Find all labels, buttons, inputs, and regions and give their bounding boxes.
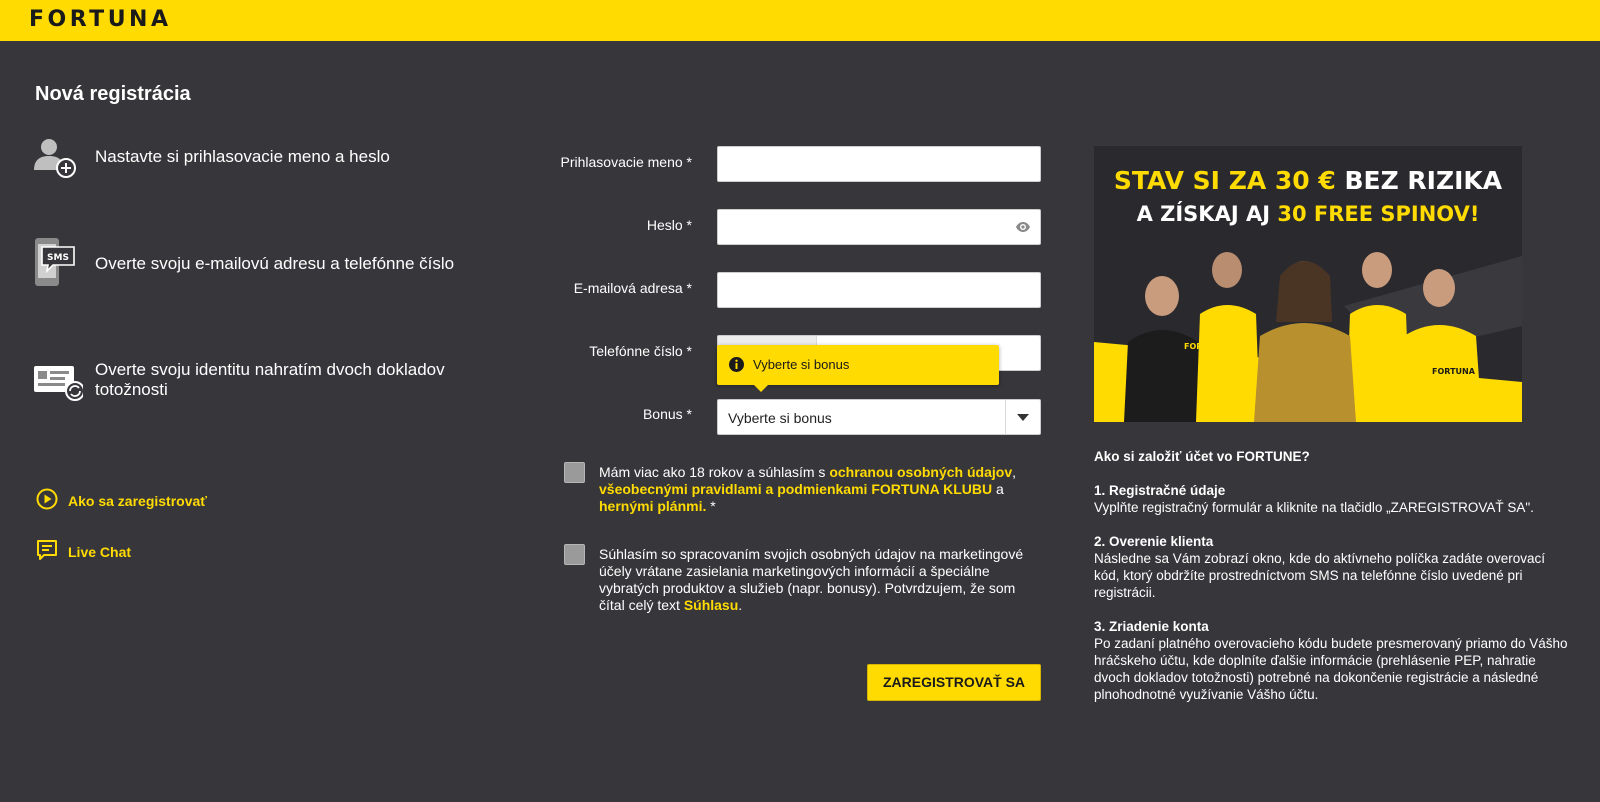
step-verify-identity (33, 359, 445, 407)
consent1-comma: , (1012, 464, 1016, 480)
consent1-and: a (992, 481, 1004, 497)
how-to-register-link[interactable] (36, 488, 207, 513)
live-chat-link[interactable] (36, 539, 131, 564)
bonus-select[interactable] (717, 399, 1041, 435)
howto-step1-title: 1. Registračné údaje (1094, 483, 1226, 498)
banner-headline: STAV SI ZA 30 € BEZ RIZIKA (1113, 166, 1503, 195)
howto-step1-text: Vyplňte registračný formulár a kliknite na tlačidlo „ZAREGISTROVAŤ SA". (1094, 500, 1534, 515)
bonus-tooltip (717, 345, 999, 385)
chat-icon (36, 539, 58, 564)
howto-step2-text: Následne sa Vám zobrazí okno, kde do aktívneho políčka zadáte overovací kód, ktorý obdržíte prostredníctvom SMS na telefónne číslo uvedené pri registrácii. (1094, 551, 1546, 600)
step-verify-identity-text: Overte svoju identitu nahratím dvoch dokladov totožnosti (95, 360, 445, 399)
step-credentials (33, 136, 390, 184)
id-card-icon (33, 359, 77, 407)
consent2-suffix: . (738, 597, 743, 613)
consent2-text: Súhlasím so spracovaním svojich osobných údajov na marketingové účely vrátane zasielania marketingových informácií a špeciálne vybratých produktov a služieb (napr. bonusy). Potvrdzujem, že som čítal celý text (599, 546, 1024, 613)
banner-subheadline: A ZÍSKAJ AJ 30 FREE SPINOV! (1136, 202, 1480, 226)
svg-text:SMS: SMS (47, 253, 69, 263)
password-input[interactable] (717, 209, 1041, 245)
privacy-link[interactable]: ochranou osobných údajov (829, 464, 1013, 480)
how-to-register-label: Ako sa zaregistrovať (68, 492, 207, 509)
consent-link[interactable]: Súhlasu (683, 597, 739, 613)
username-label: Prihlasovacie meno * (560, 154, 692, 170)
sms-phone-icon (33, 237, 77, 285)
step-credentials-text: Nastavte si prihlasovacie meno a heslo (95, 147, 390, 166)
marketing-consent-text (599, 546, 1044, 614)
game-plans-link[interactable]: hernými plánmi. (599, 498, 707, 514)
step-verify-contact (33, 237, 455, 285)
age-terms-checkbox[interactable] (564, 462, 585, 483)
top-bar (0, 0, 1600, 41)
page-title: Nová registrácia (35, 83, 191, 105)
promo-banner[interactable] (1094, 146, 1522, 422)
marketing-consent-checkbox[interactable] (564, 544, 585, 565)
register-button[interactable]: ZAREGISTROVAŤ SA (867, 664, 1041, 701)
consent1-suffix: * (706, 498, 716, 514)
phone-label: Telefónne číslo * (589, 343, 692, 359)
how-to-question: Ako si založiť účet vo FORTUNE? (1094, 449, 1310, 464)
username-input[interactable] (717, 146, 1041, 182)
svg-text:FORTUNA: FORTUNA (1432, 367, 1475, 376)
howto-step3-text: Po zadaní platného overovacieho kódu budete presmerovaný priamo do Vášho hráčskeho účtu, kde doplníte ďalšie informácie (prehlásenie PEP, nahratie dvoch dokladov totožnosti) potrebné na dokončenie registrácie a následné plnohodnotné využívanie Vášho účtu. (1094, 636, 1568, 702)
how-to-section (1094, 448, 1574, 720)
select-divider (1005, 400, 1006, 434)
age-terms-text (599, 464, 1019, 515)
fortuna-logo[interactable]: FORTUNA (29, 7, 172, 32)
bonus-label: Bonus * (642, 406, 692, 422)
email-label: E-mailová adresa * (573, 280, 692, 296)
step-verify-contact-text: Overte svoju e-mailovú adresu a telefónne číslo (95, 254, 455, 273)
howto-step2-title: 2. Overenie klienta (1094, 534, 1214, 549)
info-icon (729, 357, 744, 377)
play-circle-icon (36, 488, 58, 513)
user-add-icon (33, 136, 77, 184)
consent1-prefix: Mám viac ako 18 rokov a súhlasím s (599, 464, 830, 480)
password-label: Heslo * (646, 217, 692, 233)
svg-text:FORTUNA: FORTUNA (1184, 342, 1227, 351)
live-chat-label: Live Chat (68, 543, 132, 560)
tooltip-text: Vyberte si bonus (753, 357, 850, 372)
chevron-down-icon[interactable] (1017, 414, 1029, 421)
howto-step3-title: 3. Zriadenie konta (1094, 619, 1209, 634)
terms-link[interactable]: všeobecnými pravidlami a podmienkami FORTUNA KLUBU (599, 481, 993, 497)
eye-icon[interactable] (1015, 220, 1031, 238)
email-input[interactable] (717, 272, 1041, 308)
bonus-selected-value: Vyberte si bonus (728, 410, 832, 426)
